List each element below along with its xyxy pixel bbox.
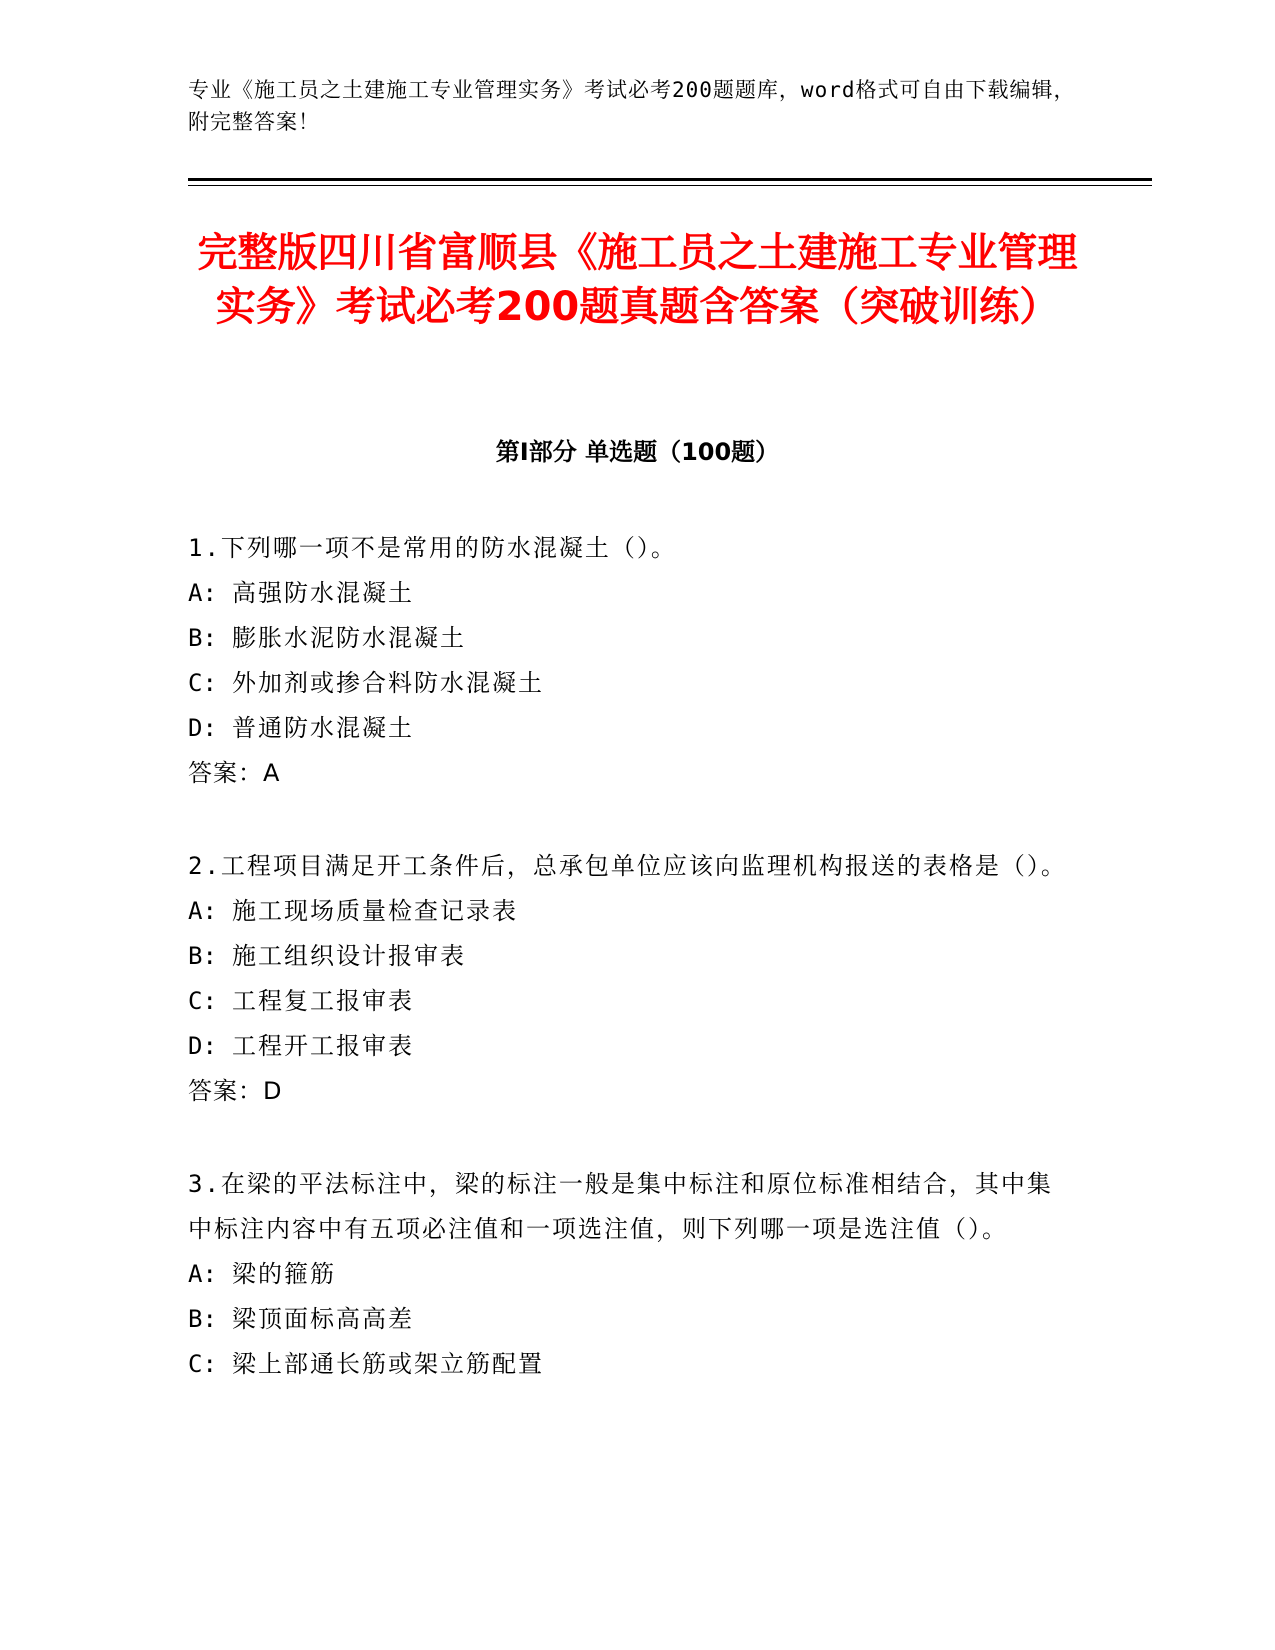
option-letter: B:	[188, 624, 217, 652]
option-letter: C:	[188, 669, 217, 697]
option-text: 外加剂或掺合料防水混凝土	[232, 669, 544, 697]
option-a	[188, 1252, 1068, 1297]
question-list	[188, 526, 1068, 1435]
header-note: 专业《施工员之土建施工专业管理实务》考试必考200题题库，word格式可自由下载编辑，附完整答案！	[188, 78, 1076, 134]
option-letter: C:	[188, 1350, 217, 1378]
option-text: 梁的箍筋	[232, 1260, 336, 1288]
option-b	[188, 616, 1068, 661]
option-d	[188, 1024, 1068, 1069]
option-letter: D:	[188, 714, 217, 742]
option-text: 工程复工报审表	[232, 987, 414, 1015]
section-heading: 第I部分 单选题（100题）	[495, 438, 780, 466]
option-text: 普通防水混凝土	[232, 714, 414, 742]
answer-line: 答案：D	[188, 1077, 283, 1105]
option-text: 膨胀水泥防水混凝土	[232, 624, 466, 652]
option-letter: B:	[188, 1305, 217, 1333]
option-c	[188, 1342, 1068, 1387]
option-text: 施工组织设计报审表	[232, 942, 466, 970]
option-d	[188, 706, 1068, 751]
question-stem: 2.工程项目满足开工条件后，总承包单位应该向监理机构报送的表格是（）。	[188, 852, 1067, 880]
question-2	[188, 844, 1068, 1114]
option-c	[188, 979, 1068, 1024]
option-a	[188, 889, 1068, 934]
option-b	[188, 934, 1068, 979]
option-b	[188, 1297, 1068, 1342]
option-letter: D:	[188, 1032, 217, 1060]
option-letter: A:	[188, 579, 217, 607]
option-letter: A:	[188, 897, 217, 925]
answer-line: 答案：A	[188, 759, 281, 787]
option-letter: A:	[188, 1260, 217, 1288]
option-letter: C:	[188, 987, 217, 1015]
option-text: 梁上部通长筋或架立筋配置	[232, 1350, 544, 1378]
question-3	[188, 1162, 1068, 1387]
question-stem: 3.在梁的平法标注中，梁的标注一般是集中标注和原位标准相结合，其中集中标注内容中有五项必注值和一项选注值，则下列哪一项是选注值（）。	[188, 1170, 1053, 1243]
header-rule-thin	[188, 185, 1152, 186]
document-title: 完整版四川省富顺县《施工员之土建施工专业管理实务》考试必考200题真题含答案（突破训练）	[197, 230, 1078, 330]
question-stem: 1.下列哪一项不是常用的防水混凝土（）。	[188, 534, 677, 562]
option-text: 施工现场质量检查记录表	[232, 897, 518, 925]
option-c	[188, 661, 1068, 706]
option-text: 梁顶面标高高差	[232, 1305, 414, 1333]
question-1	[188, 526, 1068, 796]
option-text: 工程开工报审表	[232, 1032, 414, 1060]
option-text: 高强防水混凝土	[232, 579, 414, 607]
option-a	[188, 571, 1068, 616]
option-letter: B:	[188, 942, 217, 970]
header-rule-thick	[188, 178, 1152, 181]
